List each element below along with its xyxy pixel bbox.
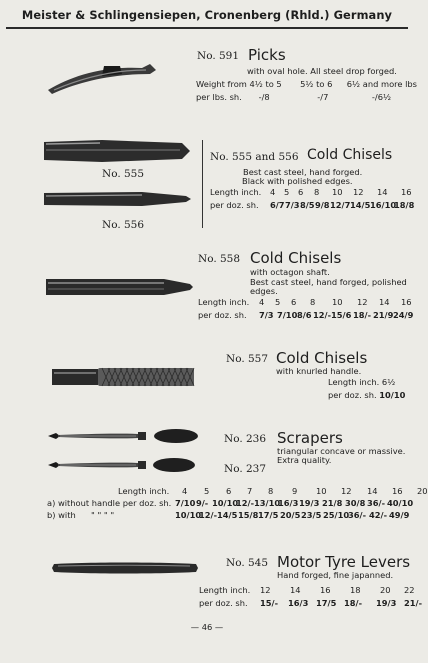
chisels-555-desc-2: Black with polished edges.	[242, 176, 353, 186]
price-cell: 18/-	[353, 310, 372, 320]
chisels-557-price-value: 10/10	[379, 390, 406, 400]
tyre-levers-price-label: per doz. sh.	[199, 598, 248, 608]
length-cell: 4	[259, 297, 265, 307]
picks-weight-3: 6½ and more lbs	[346, 79, 418, 89]
page-header: Meister & Schlingensiepen, Cronenberg (Rhld.) Germany	[21, 8, 393, 22]
length-cell: 6	[298, 187, 304, 197]
length-cell: 6	[226, 486, 232, 496]
price-cell: 8/6	[297, 310, 312, 320]
length-cell: 8	[310, 297, 316, 307]
price-cell: 12/-	[236, 498, 255, 508]
chisels-558-desc-3: edges.	[250, 286, 278, 296]
length-cell: 7	[247, 486, 253, 496]
scrapers-row-a	[47, 498, 413, 509]
length-cell: 5	[204, 486, 210, 496]
header-rule	[6, 27, 408, 29]
chisels-557-number: No. 557	[226, 353, 269, 365]
scrapers-row-b-label: b) with	[47, 510, 76, 520]
length-cell: 5	[275, 297, 281, 307]
scrapers-illustration	[46, 426, 198, 476]
price-cell: 23/5	[301, 510, 322, 520]
price-cell: 30/8	[345, 498, 366, 508]
price-cell: 25/10	[323, 510, 350, 520]
scraper-236-number: No. 236	[224, 433, 267, 445]
length-cell: 14	[290, 585, 301, 595]
chisel-557-illustration	[50, 366, 196, 388]
chisels-555-price-row	[210, 200, 414, 211]
price-cell: 7/10	[175, 498, 196, 508]
price-cell: 36/-	[348, 510, 367, 520]
price-cell: 9/8	[315, 200, 330, 210]
length-cell: 14	[379, 297, 390, 307]
picks-price-1: -/8	[258, 92, 270, 102]
price-cell: 16/3	[278, 498, 299, 508]
length-cell: 16	[401, 187, 412, 197]
length-cell: 8	[268, 486, 274, 496]
chisels-555-556-number: No. 555 and 556	[210, 151, 299, 163]
price-cell: 16/10	[370, 200, 397, 210]
price-cell: 10/10	[175, 510, 202, 520]
tyre-levers-length-label: Length inch.	[199, 585, 251, 595]
picks-weight-2: 5½ to 6	[300, 79, 333, 89]
length-cell: 10	[332, 297, 343, 307]
chisel-558-illustration	[44, 276, 194, 298]
scrapers-desc-2: Extra quality.	[277, 455, 332, 465]
section-bracket	[202, 140, 203, 228]
price-cell: 40/10	[387, 498, 414, 508]
price-cell: 15/6	[331, 310, 352, 320]
length-cell: 22	[404, 585, 415, 595]
length-cell: 20	[380, 585, 391, 595]
length-cell: 20	[417, 486, 428, 496]
chisels-558-price-row	[198, 310, 413, 321]
length-cell: 16	[320, 585, 331, 595]
chisels-555-length-row	[210, 187, 412, 198]
price-cell: 42/-	[369, 510, 388, 520]
scrapers-length-label: Length inch.	[118, 486, 170, 496]
label-no-556: No. 556	[102, 219, 145, 231]
price-cell: 14/5	[217, 510, 238, 520]
chisels-557-price-label: per doz. sh.	[328, 390, 377, 400]
length-cell: 12	[260, 585, 271, 595]
scrapers-row-a-label: a) without handle per doz. sh.	[47, 498, 172, 508]
chisels-558-desc-2: Best cast steel, hand forged, polished	[250, 277, 407, 287]
length-cell: 18	[350, 585, 361, 595]
price-cell: 8/5	[300, 200, 315, 210]
chisels-555-title: Cold Chisels	[307, 147, 393, 163]
price-cell: 19/3	[299, 498, 320, 508]
chisel-555-illustration	[42, 138, 192, 164]
price-cell: 14/5	[350, 200, 371, 210]
chisels-558-desc-1: with octagon shaft.	[250, 267, 330, 277]
scrapers-desc-1: triangular concave or massive.	[277, 446, 406, 456]
chisels-558-title: Cold Chisels	[250, 249, 342, 267]
price-cell: 16/3	[288, 598, 309, 608]
length-cell: 16	[392, 486, 403, 496]
price-cell: 17/5	[258, 510, 279, 520]
picks-price-3: -/6½	[371, 92, 392, 102]
scrapers-row-b	[47, 510, 409, 521]
page-number: — 46 —	[190, 622, 224, 632]
price-cell: 12/-	[313, 310, 332, 320]
tyre-levers-length-row	[199, 585, 415, 596]
price-cell: 7/3	[259, 310, 274, 320]
length-cell: 10	[316, 486, 327, 496]
picks-price-row	[196, 92, 391, 103]
tyre-levers-title: Motor Tyre Levers	[277, 553, 411, 571]
price-cell: 7/3	[285, 200, 300, 210]
picks-number: No. 591	[197, 50, 240, 62]
chisels-558-number: No. 558	[198, 253, 241, 265]
length-cell: 16	[401, 297, 412, 307]
picks-description: with oval hole. All steel drop forged.	[247, 66, 397, 76]
length-cell: 6	[291, 297, 297, 307]
price-cell: 15/8	[238, 510, 259, 520]
price-cell: 12/-	[199, 510, 218, 520]
price-cell: 13/10	[254, 498, 281, 508]
chisels-555-desc-1: Best cast steel, hand forged.	[243, 167, 363, 177]
price-cell: 36/-	[367, 498, 386, 508]
length-cell: 14	[367, 486, 378, 496]
price-cell: 21/-	[404, 598, 423, 608]
chisels-558-price-label: per doz. sh.	[198, 310, 247, 320]
pick-illustration	[42, 60, 162, 98]
chisels-557-price-row	[328, 390, 405, 401]
picks-weight-label: Weight from	[196, 79, 247, 89]
picks-price-2: -/7	[317, 92, 329, 102]
length-cell: 14	[377, 187, 388, 197]
chisels-557-description: with knurled handle.	[276, 366, 362, 376]
price-cell: 20/5	[280, 510, 301, 520]
price-cell: 19/3	[376, 598, 397, 608]
chisels-555-length-label: Length inch.	[210, 187, 262, 197]
price-cell: 21/9	[373, 310, 394, 320]
picks-price-label: per lbs. sh.	[196, 92, 242, 102]
price-cell: 18/-	[344, 598, 363, 608]
price-cell: 7/10	[277, 310, 298, 320]
length-cell: 12	[357, 297, 368, 307]
picks-weight-row	[196, 79, 417, 90]
picks-title: Picks	[248, 46, 286, 64]
tyre-levers-price-row	[199, 598, 422, 609]
length-cell: 10	[332, 187, 343, 197]
scraper-237-number: No. 237	[224, 463, 267, 475]
chisels-557-length-row	[328, 377, 395, 388]
chisels-557-length-label: Length inch.	[328, 377, 380, 387]
price-cell: 15/-	[260, 598, 279, 608]
chisels-558-length-row	[198, 297, 412, 308]
price-cell: 6/7	[270, 200, 285, 210]
length-cell: 12	[353, 187, 364, 197]
tyre-levers-number: No. 545	[226, 557, 269, 569]
picks-weight-1: 4½ to 5	[249, 79, 282, 89]
price-cell: 49/9	[389, 510, 410, 520]
price-cell: 17/5	[316, 598, 337, 608]
price-cell: 10/10	[212, 498, 239, 508]
length-cell: 4	[182, 486, 188, 496]
price-cell: 18/8	[394, 200, 415, 210]
chisels-558-length-label: Length inch.	[198, 297, 250, 307]
scrapers-title: Scrapers	[277, 429, 343, 447]
length-cell: 5	[284, 187, 290, 197]
tyre-lever-illustration	[50, 560, 200, 576]
chisel-556-illustration	[42, 189, 192, 209]
label-no-555: No. 555	[102, 168, 145, 180]
chisels-557-title: Cold Chisels	[276, 349, 368, 367]
length-cell: 4	[270, 187, 276, 197]
price-cell: 9/-	[196, 498, 209, 508]
scrapers-row-b-ditto: " " " "	[91, 510, 115, 520]
price-cell: 12/7	[330, 200, 351, 210]
length-cell: 9	[292, 486, 298, 496]
length-cell: 8	[314, 187, 320, 197]
chisels-555-price-label: per doz. sh.	[210, 200, 259, 210]
chisels-557-length-value: 6½	[381, 377, 396, 387]
price-cell: 24/9	[393, 310, 414, 320]
scrapers-length-row	[118, 486, 428, 497]
length-cell: 12	[341, 486, 352, 496]
tyre-levers-description: Hand forged, fine japanned.	[277, 570, 394, 580]
price-cell: 21/8	[322, 498, 343, 508]
